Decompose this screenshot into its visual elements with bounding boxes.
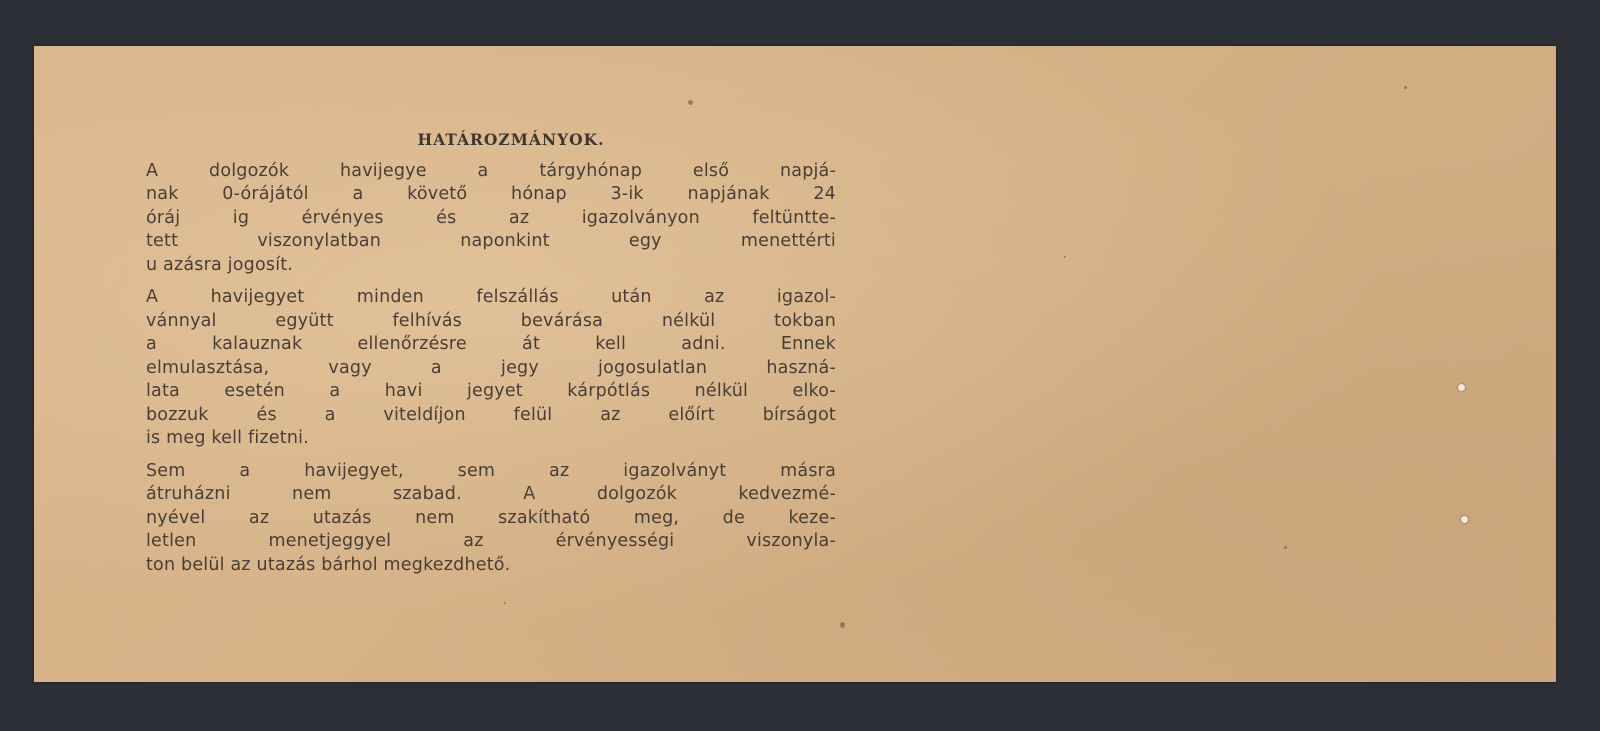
regulations-text <box>146 128 836 586</box>
text-line: letlen menetjeggyel az érvényességi viszonyla- <box>146 531 836 551</box>
text-line: A dolgozók havijegye a tárgyhónap első napjá- <box>146 160 836 181</box>
punch-hole <box>1461 516 1468 523</box>
regulations-heading: HATÁROZMÁNYOK. <box>417 130 605 149</box>
punch-hole <box>1458 384 1465 391</box>
text-line: Sem a havijegyet, sem az igazolványt másra <box>146 460 836 481</box>
text-line: nak 0-órájától a követő hónap 3-ik napjának 24 <box>146 184 836 204</box>
paper-speck <box>1064 256 1066 258</box>
paper-speck <box>1284 546 1287 549</box>
text-line: elmulasztása, vagy a jegy jogosulatlan haszná- <box>146 357 836 378</box>
text-line: tett viszonylatban naponkint egy menettérti <box>146 231 836 251</box>
paper-speck <box>504 602 506 604</box>
text-line: u azásra jogosít. <box>146 254 294 275</box>
paper-speck <box>1404 86 1407 89</box>
text-line: bozzuk és a viteldíjon felül az előírt bírságot <box>146 404 836 425</box>
text-line: átruházni nem szabad. A dolgozók kedvezmé- <box>146 484 836 504</box>
text-line: vánnyal együtt felhívás bevárása nélkül tokban <box>146 310 836 331</box>
text-line: lata esetén a havi jegyet kárpótlás nélkül elko- <box>146 381 836 401</box>
text-line: a kalauznak ellenőrzésre át kell adni. Ennek <box>146 334 836 354</box>
paragraph-transfer <box>146 460 836 578</box>
paper-speck <box>688 100 693 105</box>
paragraph-inspection <box>146 286 836 451</box>
text-line: is meg kell fizetni. <box>146 428 309 448</box>
paragraph-validity <box>146 160 836 278</box>
text-line: A havijegyet minden felszállás után az igazol- <box>146 287 836 307</box>
ticket-card <box>34 46 1556 682</box>
text-line: nyével az utazás nem szakítható meg, de keze- <box>146 507 836 528</box>
paper-speck <box>840 622 845 628</box>
text-line: óráj ig érvényes és az igazolványon feltüntte- <box>146 207 836 228</box>
text-line: ton belül az utazás bárhol megkezdhető. <box>146 554 511 575</box>
